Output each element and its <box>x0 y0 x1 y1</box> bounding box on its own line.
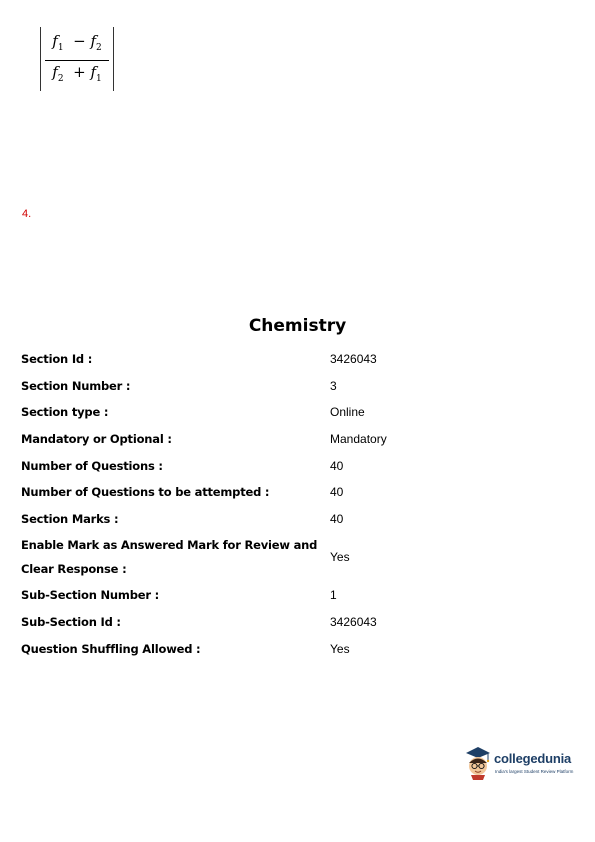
numerator-operator: − <box>73 32 86 50</box>
denominator-term-b: f <box>90 63 97 81</box>
fraction-bar <box>45 60 109 61</box>
numerator-sub-a: 1 <box>57 43 64 53</box>
option-formula <box>40 27 114 91</box>
student-mascot-icon <box>464 744 492 780</box>
section-info-table <box>21 346 561 662</box>
row-label: Section type : <box>21 405 109 420</box>
table-row <box>21 452 561 479</box>
table-row <box>21 506 561 533</box>
row-label: Number of Questions : <box>21 458 163 473</box>
row-value: 1 <box>330 588 337 603</box>
brand-tagline: India's largest Student Review Platform <box>495 769 574 774</box>
denominator-operator: + <box>73 63 86 81</box>
table-row <box>21 426 561 453</box>
row-label: Section Number : <box>21 378 131 393</box>
table-row <box>21 479 561 506</box>
row-value: 3426043 <box>330 615 377 630</box>
row-label: Sub-Section Id : <box>21 615 121 630</box>
row-value: Yes <box>330 550 350 565</box>
table-row <box>21 609 561 636</box>
numerator-term-b: f <box>90 32 97 50</box>
row-value: 40 <box>330 511 344 526</box>
row-value: Yes <box>330 641 350 656</box>
row-label: Mandatory or Optional : <box>21 432 172 447</box>
row-label: Section Id : <box>21 352 93 367</box>
row-label-line: Clear Response : <box>21 562 127 577</box>
table-row <box>21 399 561 426</box>
brand-name: collegedunia <box>494 751 572 766</box>
row-value: 3426043 <box>330 352 377 367</box>
table-row <box>21 635 561 662</box>
numerator-sub-b: 2 <box>96 43 102 53</box>
row-value: 3 <box>330 378 337 393</box>
row-value: 40 <box>330 485 344 500</box>
table-row <box>21 532 561 582</box>
option-number: 4. <box>22 208 32 220</box>
numerator-term-a: f <box>52 32 58 50</box>
row-label: Number of Questions to be attempted : <box>21 485 270 500</box>
row-label <box>21 532 330 582</box>
formula-numerator <box>41 32 113 53</box>
row-label: Sub-Section Number : <box>21 588 160 603</box>
row-label: Question Shuffling Allowed : <box>21 641 201 656</box>
section-title: Chemistry <box>248 316 347 336</box>
table-row <box>21 346 561 373</box>
row-value: Online <box>330 405 365 420</box>
denominator-term-a: f <box>52 63 58 81</box>
row-label-line: Enable Mark as Answered Mark for Review and <box>21 538 318 553</box>
row-label: Section Marks : <box>21 511 119 526</box>
row-value: Mandatory <box>330 432 387 447</box>
denominator-sub-b: 1 <box>96 74 102 84</box>
collegedunia-logo <box>464 744 579 784</box>
formula-denominator <box>41 63 113 84</box>
table-row <box>21 582 561 609</box>
table-row <box>21 373 561 400</box>
row-value: 40 <box>330 458 344 473</box>
denominator-sub-a: 2 <box>57 74 64 84</box>
